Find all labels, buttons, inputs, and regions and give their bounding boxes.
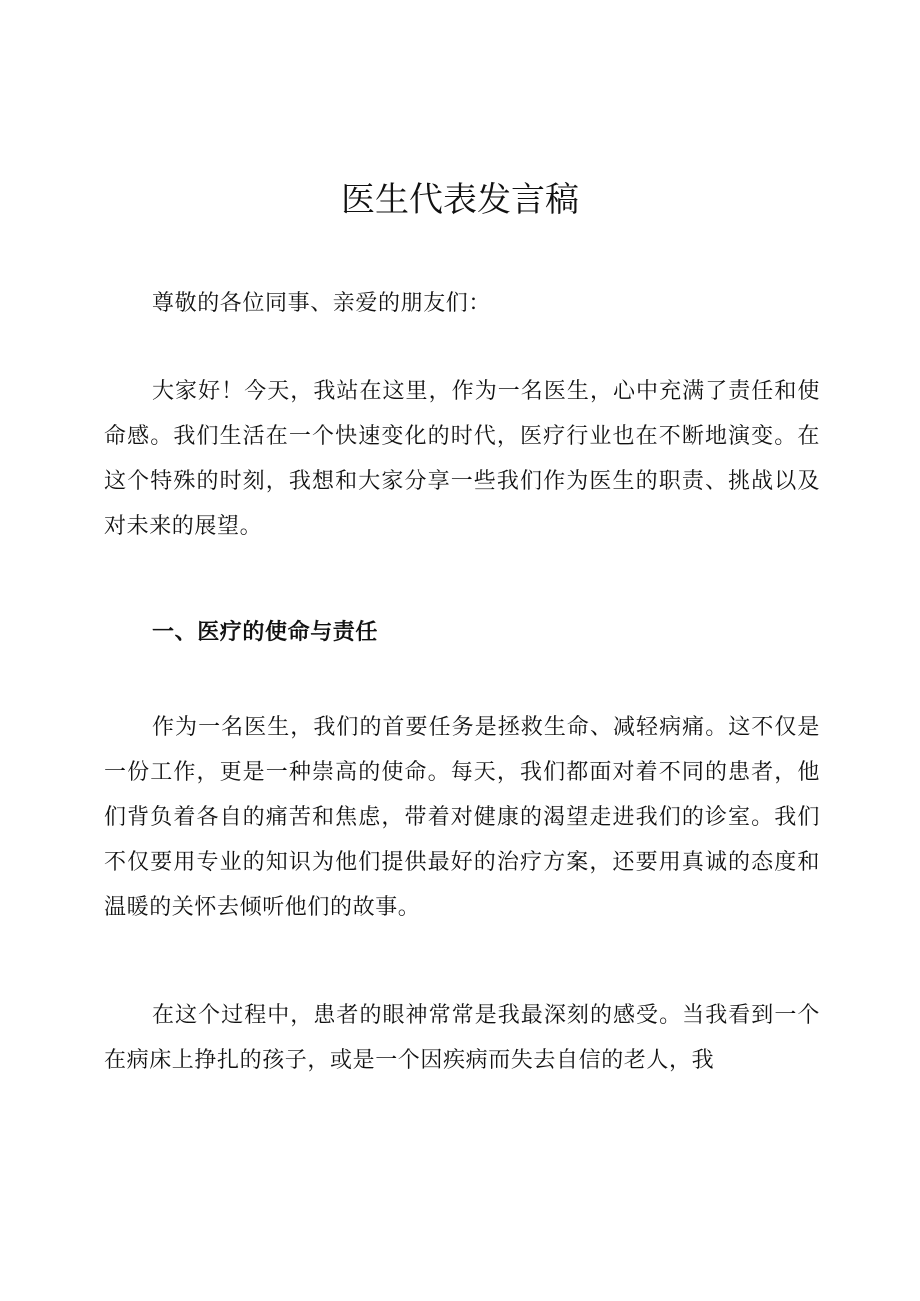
section-heading: 一、医疗的使命与责任	[152, 619, 379, 645]
section-paragraph-1: 作为一名医生，我们的首要任务是拯救生命、减轻病痛。这不仅是一份工作，更是一种崇高的使命。每天，我们都面对着不同的患者，他们背负着各自的痛苦和焦虑，带着对健康的渴望走进我们的诊室。我们不仅要用专业的知识为他们提供最好的治疗方案，还要用真诚的态度和温暖的关怀去倾听他们的故事。	[104, 715, 820, 920]
greeting-paragraph: 尊敬的各位同事、亲爱的朋友们：	[152, 291, 492, 316]
section-paragraph-2: 在这个过程中，患者的眼神常常是我最深刻的感受。当我看到一个在病床上挣扎的孩子，或是一个因疾病而失去自信的老人，我	[104, 1003, 820, 1073]
document-title: 医生代表发言稿	[341, 180, 579, 220]
intro-paragraph: 大家好！今天，我站在这里，作为一名医生，心中充满了责任和使命感。我们生活在一个快速变化的时代，医疗行业也在不断地演变。在这个特殊的时刻，我想和大家分享一些我们作为医生的职责、挑战以及对未来的展望。	[104, 379, 820, 539]
